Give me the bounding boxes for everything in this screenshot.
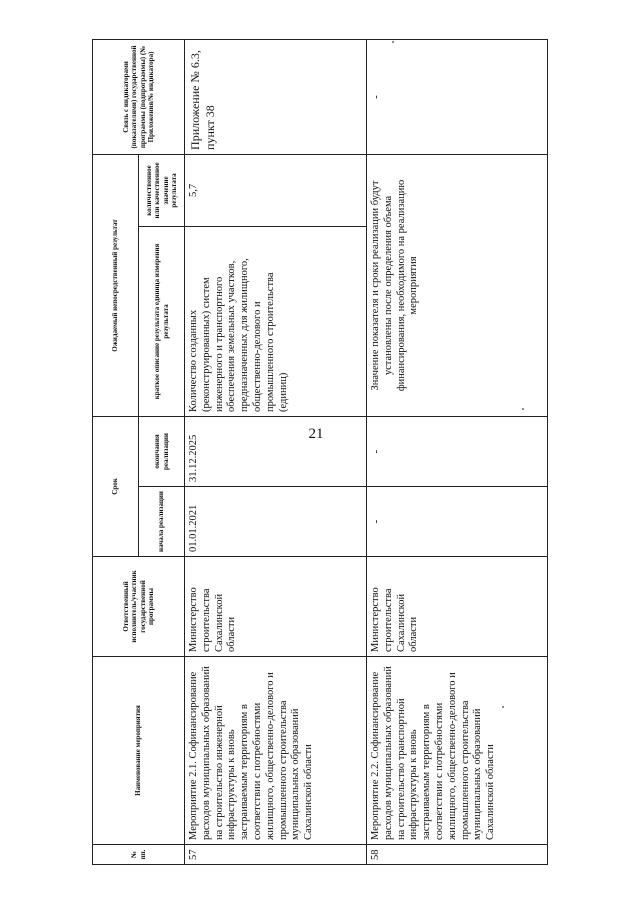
row-qty: 5,7 bbox=[185, 154, 367, 226]
header-no: № пп. bbox=[93, 845, 185, 865]
header-responsible: Ответственный исполнитель/участник государственной программы bbox=[93, 557, 185, 657]
rotated-table-container bbox=[92, 40, 547, 865]
page-number: 21 bbox=[308, 426, 324, 442]
table-row bbox=[185, 39, 367, 864]
header-name: Наименование мероприятия bbox=[93, 657, 185, 845]
header-link: Связь с индикаторами (показателями) государственной программы (подпрограммы) (№ Приложения/№ индикатора) bbox=[93, 39, 185, 154]
header-term-end: окончания реализации bbox=[139, 416, 185, 486]
measures-table bbox=[92, 39, 548, 865]
row-responsible: Министерство строительства Сахалинской области bbox=[367, 557, 548, 657]
header-result-desc: краткое описание результата единица измерения результата bbox=[139, 226, 185, 416]
header-term: Срок bbox=[93, 416, 139, 556]
row-no: 57 bbox=[185, 845, 367, 865]
scan-speck bbox=[522, 408, 524, 410]
header-result: Ожидаемый непосредственный результат bbox=[93, 154, 139, 416]
scan-speck bbox=[392, 41, 394, 43]
row-end: 31.12.2025 bbox=[185, 416, 367, 486]
row-responsible: Министерство строительства Сахалинской области bbox=[185, 557, 367, 657]
row-no: 58 bbox=[367, 845, 548, 865]
row-start: - bbox=[367, 487, 548, 557]
row-link: Приложение № 6.3, пункт 38 bbox=[185, 39, 367, 154]
row-desc: Количество созданных (реконструированных) систем инженерного и транспортного обеспечения земельных участков, предназначенных для жилищного, общественно-делового и промышленного строительства (единиц) bbox=[185, 226, 367, 416]
header-result-qty: количественное или качественное значение результата bbox=[139, 154, 185, 226]
row-link: - bbox=[367, 39, 548, 154]
row-end: - bbox=[367, 416, 548, 486]
header-row-1 bbox=[93, 39, 139, 864]
row-desc: Значение показателя и сроки реализации будут установлены после определения объема финансирования, необходимого на реализацию мероприятия bbox=[367, 154, 548, 416]
scan-speck bbox=[502, 706, 504, 708]
table-row bbox=[367, 39, 548, 864]
row-name: Мероприятие 2.1. Софинансирование расходов муниципальных образований на строительство инженерной инфраструктуры к вновь застраиваемым территориям в соответствии с потребностями жилищного, общественно-делового и промышленного строительства муниципальных образований Сахалинской области bbox=[185, 657, 367, 845]
row-start: 01.01.2021 bbox=[185, 487, 367, 557]
row-name: Мероприятие 2.2. Софинансирование расходов муниципальных образований на строительство транспортной инфраструктуры к вновь застраиваемым территориям в соответствии с потребностями жилищного, общественно-делового и промышленного строительства муниципальных образований Сахалинской области bbox=[367, 657, 548, 845]
header-term-start: начала реализации bbox=[139, 487, 185, 557]
